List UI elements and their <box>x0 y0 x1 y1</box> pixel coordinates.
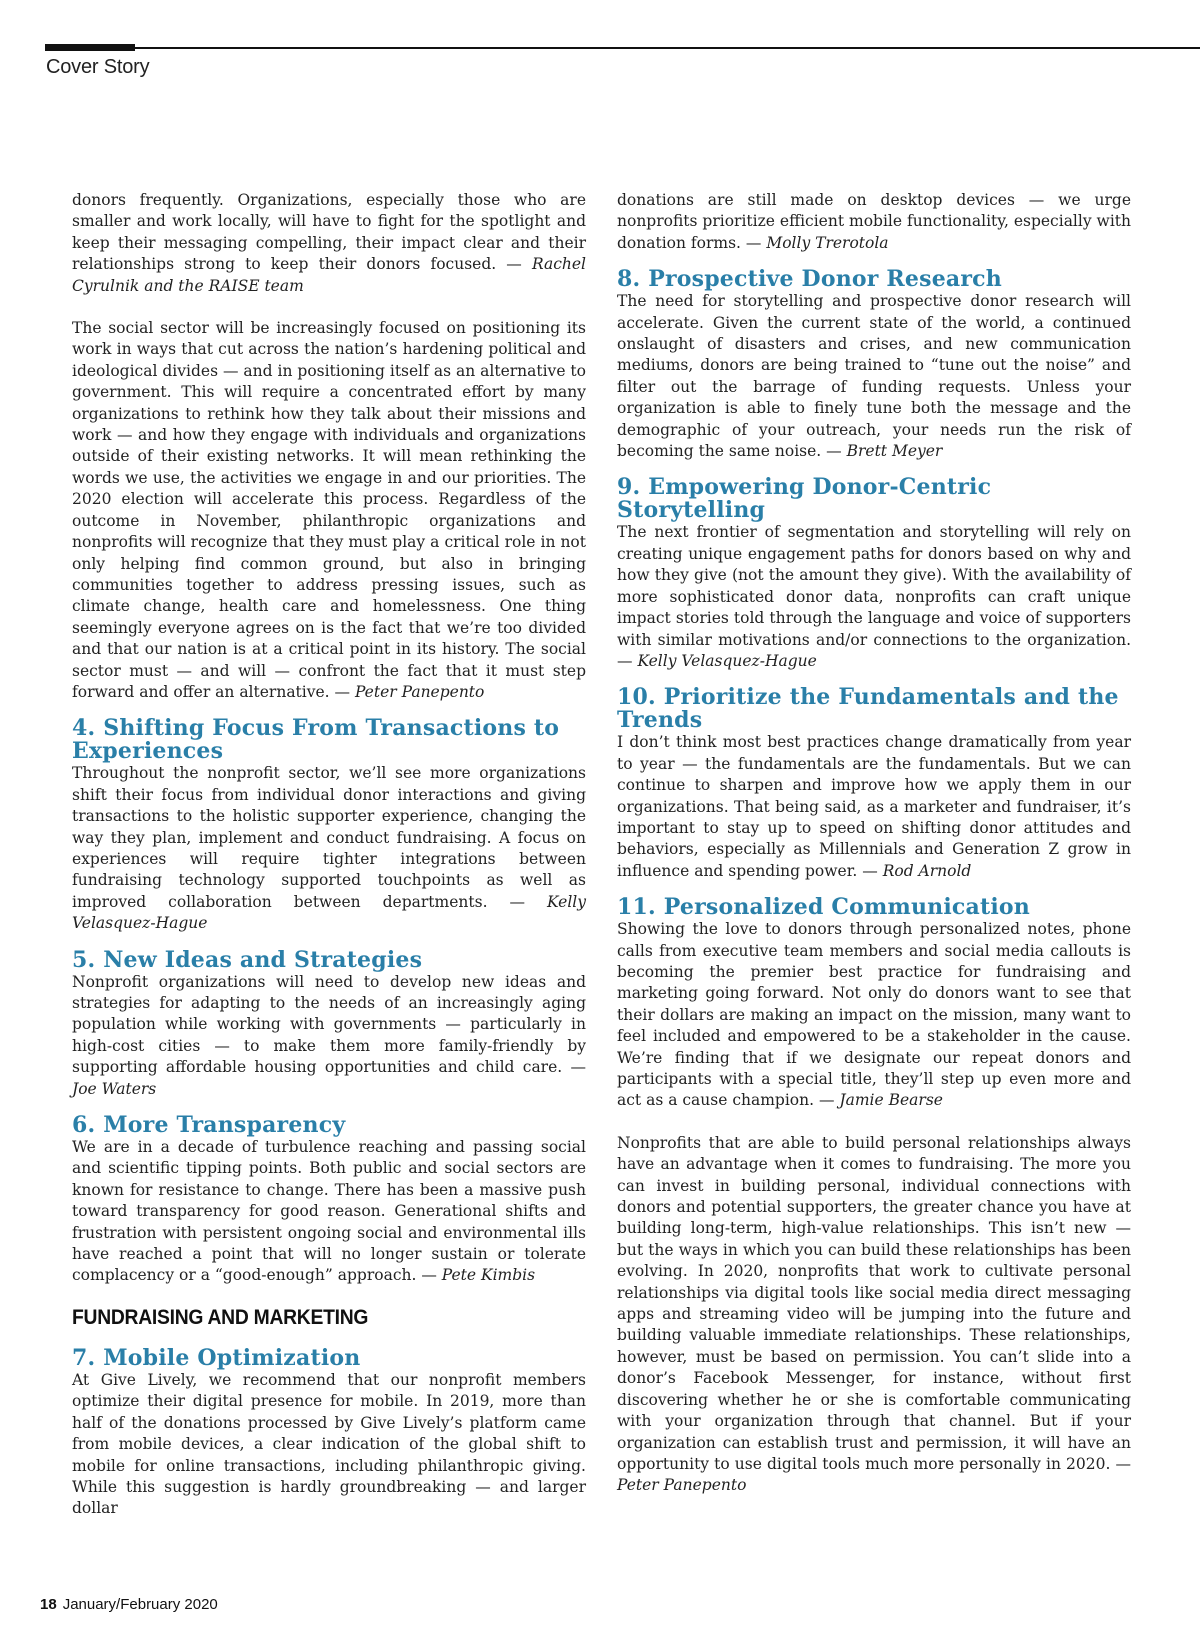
paragraph: Showing the love to donors through personalized notes, phone calls from executive team members and social media callouts is becoming the premier best practice for fundraising and marketing going forward. Not only do donors want to see that their dollars are making an impact on the mission, many want to feel included and empowered to be a stakeholder in the cause. We’re finding that if we designate our repeat donors and participants with a special title, they’ll step up even more and act as a cause champion. — Jamie Bearse <box>617 920 1131 1110</box>
paragraph: At Give Lively, we recommend that our nonprofit members optimize their digital presence for mobile. In 2019, more than half of the donations processed by Give Lively’s platform came from mobile devices, a clear indication of the global shift to mobile for online transactions, including philanthropic giving. While this suggestion is hardly groundbreaking — and larger dollar <box>72 1370 586 1518</box>
author-credit: Rachel Cyrulnik and the RAISE team <box>72 255 586 295</box>
paragraph: The need for storytelling and prospective donor research will accelerate. Given the current state of the world, a continued onslaught of disasters and crises, and new communication mediums, donors are being trained to “tune out the noise” and filter out the barrage of funding requests. Unless your organization is able to finely tune both the message and the demographic of your outreach, your needs run the risk of becoming the same noise. — Brett Meyer <box>617 292 1131 461</box>
left-column <box>72 190 586 1520</box>
heading-10: 10. Prioritize the Fundamentals and the Trends <box>617 684 1119 734</box>
page-number: 18 <box>40 1596 57 1613</box>
issue-date: January/February 2020 <box>62 1596 218 1613</box>
header-rule <box>45 47 1200 49</box>
author-credit: Brett Meyer <box>846 442 943 461</box>
paragraph: I don’t think most best practices change dramatically from year to year — the fundamentals are the fundamentals. But we can continue to sharpen and improve how we apply them in our organizations. That being said, as a marketer and fundraiser, it’s important to stay up to speed on shifting donor attitudes and behaviors, especially as Millennials and Generation Z grow in influence and spending power. — Rod Arnold <box>617 733 1131 880</box>
section-label: Cover Story <box>46 56 150 78</box>
paragraph: The social sector will be increasingly focused on positioning its work in ways that cut across the nation’s hardening political and ideological divides — and in positioning itself as an alternative to government. This will require a concentrated effort by many organizations to rethink how they talk about their missions and work — and how they engage with individuals and organizations outside of their existing networks. It will mean rethinking the words we use, the activities we engage in and our priorities. The 2020 election will accelerate this process. Regardless of the outcome in November, philanthropic organizations and nonprofits will recognize that they must play a critical role in not only helping find common ground, but also in bringing communities together to address pressing issues, such as climate change, health care and homelessness. One thing seemingly everyone agrees on is the fact that we’re too divided and that our nation is at a critical point in its history. The social sector must — and will — confront the fact that it must step forward and offer an alternative. — Peter Panepento <box>72 319 586 701</box>
author-credit: Molly Trerotola <box>766 233 889 252</box>
heading-6: 6. More Transparency <box>72 1112 346 1139</box>
author-credit: Kelly Velasquez-Hague <box>637 651 817 670</box>
paragraph: Nonprofit organizations will need to develop new ideas and strategies for adapting to the needs of an increasingly aging population while working with governments — particularly in high-cost cities — to make them more family-friendly by supporting affordable housing opportunities and child care. — Joe Waters <box>72 972 586 1098</box>
heading-4: 4. Shifting Focus From Transactions to Experiences <box>72 715 560 765</box>
author-credit: Kelly Velasquez-Hague <box>72 892 586 933</box>
category-subhead: FUNDRAISING AND MARKETING <box>72 1305 369 1329</box>
paragraph: The next frontier of segmentation and storytelling will rely on creating unique engagement paths for donors based on why and how they give (not the amount they give). With the availability of more sophisticated donor data, nonprofits can craft unique impact stories told through the language and voice of supporters with similar motivations and/or connections to the organization. — Kelly Velasquez-Hague <box>617 523 1131 670</box>
paragraph: Nonprofits that are able to build personal relationships always have an advantage when it comes to fundraising. The more you can invest in building personal, individual connections with donors and potential supporters, the greater chance you have at building long-term, high-value relationships. This isn’t new — but the ways in which you can build these relationships has been evolving. In 2020, nonprofits that work to cultivate personal relationships via digital tools like social media direct messaging apps and streaming video will be jumping into the future and building valuable immediate relationships. These relationships, however, must be based on permission. You can’t slide into a donor’s Facebook Messenger, for instance, without first discovering whether he or she is comfortable communicating with your organization through that channel. But if your organization can establish trust and permission, it will have an opportunity to use digital tools much more personally in 2020. — Peter Panepento <box>617 1133 1131 1495</box>
author-credit: Peter Panepento <box>617 1476 747 1495</box>
page-footer <box>40 1596 218 1613</box>
paragraph: Throughout the nonprofit sector, we’ll see more organizations shift their focus from individual donor interactions and giving transactions to the holistic supporter experience, changing the way they plan, implement and conduct fundraising. A focus on experiences will require tighter integrations between fundraising technology supported touchpoints as well as improved collaboration between departments. — Kelly Velasquez-Hague <box>72 764 586 933</box>
paragraph: We are in a decade of turbulence reaching and passing social and scientific tipping points. Both public and social sectors are known for resistance to change. There has been a massive push toward transparency for good reason. Generational shifts and frustration with persistent ongoing social and environmental ills have reached a point that will no longer sustain or tolerate complacency or a “good-enough” approach. — Pete Kimbis <box>72 1138 586 1285</box>
heading-11: 11. Personalized Communication <box>617 894 1030 921</box>
author-credit: Rod Arnold <box>882 861 972 880</box>
heading-9: 9. Empowering Donor-Centric Storytelling <box>617 474 992 524</box>
author-credit: Jamie Bearse <box>839 1091 943 1110</box>
heading-7: 7. Mobile Optimization <box>72 1344 361 1371</box>
heading-8: 8. Prospective Donor Research <box>617 266 1002 293</box>
author-credit: Pete Kimbis <box>441 1266 536 1285</box>
heading-5: 5. New Ideas and Strategies <box>72 946 423 973</box>
author-credit: Peter Panepento <box>354 682 485 701</box>
right-column <box>617 190 1131 1497</box>
paragraph: donations are still made on desktop devices — we urge nonprofits prioritize efficient mobile functionality, especially with donation forms. — Molly Trerotola <box>617 191 1131 252</box>
author-credit: Joe Waters <box>72 1079 157 1098</box>
paragraph: donors frequently. Organizations, especially those who are smaller and work locally, will have to fight for the spotlight and keep their messaging compelling, their impact clear and their relationships strong to keep their donors focused. — Rachel Cyrulnik and the RAISE team <box>72 191 586 295</box>
